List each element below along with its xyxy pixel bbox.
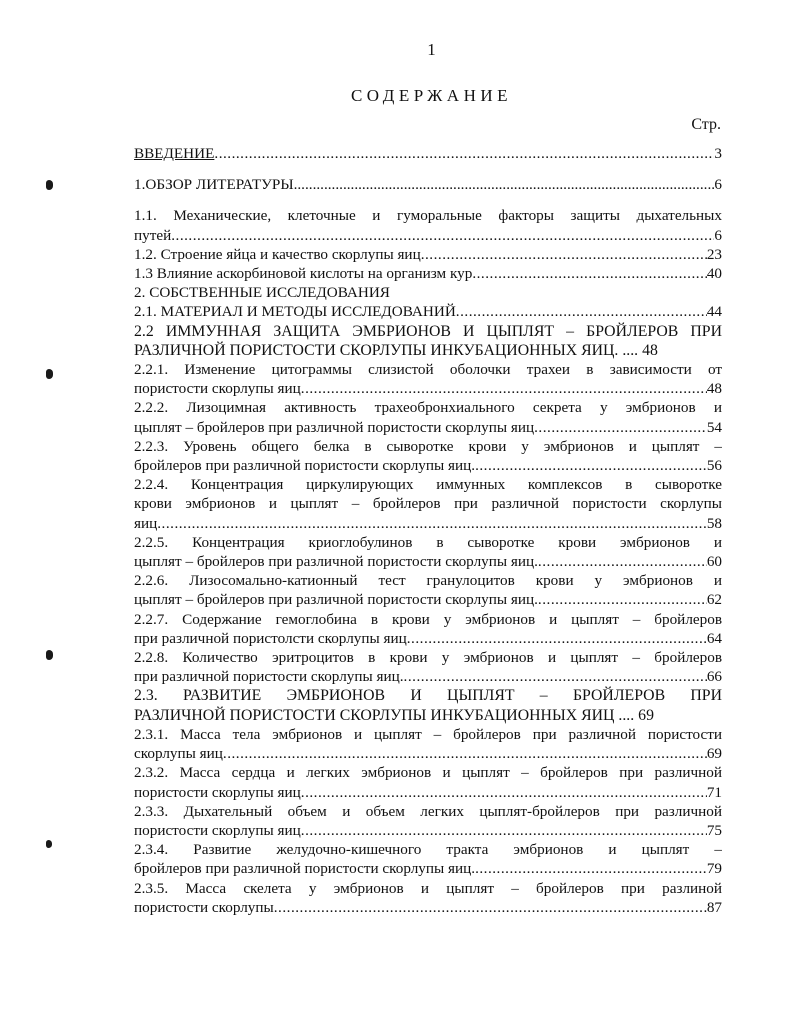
- dot-leader: [472, 264, 706, 283]
- toc-entry-page: 56: [706, 457, 722, 475]
- toc-entry-label-cont: пористости скорлупы яиц: [134, 821, 301, 839]
- toc-entry-label-cont: пористости скорлупы яиц: [134, 380, 301, 398]
- dot-leader: [223, 744, 707, 763]
- page-column-label: Стр.: [691, 116, 721, 133]
- dot-leader: [171, 226, 714, 245]
- toc-entry-label-cont: пористости скорлупы: [134, 898, 274, 916]
- toc-entry-label-cont: цыплят – бройлеров при различной пористости скорлупы яиц.: [134, 553, 538, 571]
- toc-entry[interactable]: [134, 206, 722, 244]
- toc-entry-page: 48: [642, 341, 658, 359]
- dot-leader: [421, 245, 707, 264]
- dot-leader: [538, 590, 707, 609]
- toc-entry[interactable]: [134, 763, 722, 801]
- toc-entry[interactable]: [134, 879, 722, 917]
- toc-entry-label-cont: путей: [134, 226, 172, 244]
- toc-entry-label: 2.2.7. Содержание гемоглобина в крови у эмбрионов и цыплят – бройлеров: [134, 610, 722, 628]
- toc-entry-page: 6: [714, 176, 722, 194]
- toc-entry[interactable]: [134, 571, 722, 609]
- toc-entry-label: 2.2.2. Лизоцимная активность трахеобронхиального секрета у эмбрионов и: [134, 399, 722, 417]
- toc-entry-label-mid: крови эмбрионов и цыплят – бройлеров при различной пористости скорлупы: [134, 495, 722, 513]
- toc-entry[interactable]: [134, 398, 722, 436]
- page-title: СОДЕРЖАНИЕ: [350, 86, 513, 105]
- dot-leader: [301, 821, 707, 840]
- dot-leader: [214, 144, 714, 163]
- toc-entry-page: 75: [706, 821, 722, 839]
- toc-entry[interactable]: [134, 437, 722, 475]
- toc-entry-page: 71: [706, 783, 722, 801]
- dot-leader: [475, 456, 707, 475]
- toc-entry[interactable]: [134, 686, 722, 724]
- toc-entry-page: 6: [714, 226, 722, 244]
- toc-entry-page: 62: [706, 591, 722, 609]
- toc-entry-label: 2.2.6. Лизосомально-катионный тест гранулоцитов крови у эмбрионов и: [134, 572, 722, 590]
- dot-leader: [407, 629, 707, 648]
- toc-entry-page: 40: [706, 265, 722, 283]
- toc-entry-page: 44: [706, 303, 722, 321]
- toc-entry-label-cont: при различной пористолсти скорлупы яиц: [134, 629, 407, 647]
- toc-entry-label: 2.1. МАТЕРИАЛ И МЕТОДЫ ИССЛЕДОВАНИЙ: [134, 303, 456, 321]
- toc-entry[interactable]: [134, 360, 722, 398]
- toc-entry[interactable]: [134, 802, 722, 840]
- page-number: 1: [427, 40, 436, 59]
- toc-entry-label: 2.3. РАЗВИТИЕ ЭМБРИОНОВ И ЦЫПЛЯТ – БРОЙЛЕРОВ ПРИ: [134, 687, 722, 705]
- toc-entry-page: 23: [706, 245, 722, 263]
- toc-entry-label-cont: цыплят – бройлеров при различной пористости скорлупы яиц: [134, 418, 535, 436]
- toc-entry-label: 2.3.1. Масса тела эмбрионов и цыплят – бройлеров при различной пористости: [134, 725, 722, 743]
- punch-hole-mark: [46, 180, 53, 190]
- toc-entry-page: 66: [706, 668, 722, 686]
- dot-leader: [404, 667, 707, 686]
- toc-entry-label-cont: при различной пористости скорлупы яиц.: [134, 668, 404, 686]
- toc-entry[interactable]: [134, 264, 722, 283]
- toc-entry-label: 2.3.5. Масса скелета у эмбрионов и цыплят – бройлеров при разлиной: [134, 879, 722, 897]
- toc-entry[interactable]: [134, 245, 722, 264]
- toc-entry-page: 79: [706, 860, 722, 878]
- toc-entry-page: 58: [706, 514, 722, 532]
- toc-entry-label: 2.3.4. Развитие желудочно-кишечного тракта эмбрионов и цыплят –: [134, 841, 722, 859]
- toc-entry-label: 2.2.4. Концентрация циркулирующих иммунных комплексов в сыворотке: [134, 476, 722, 494]
- toc-entry[interactable]: [134, 322, 722, 360]
- toc-entry-label-cont: РАЗЛИЧНОЙ ПОРИСТОСТИ СКОРЛУПЫ ИНКУБАЦИОННЫХ ЯИЦ. ....: [134, 341, 639, 359]
- toc-section-heading: 2. СОБСТВЕННЫЕ ИССЛЕДОВАНИЯ: [134, 284, 390, 302]
- toc-entry-page: 48: [706, 380, 722, 398]
- dot-leader: [301, 379, 707, 398]
- toc-entry-label-cont: РАЗЛИЧНОЙ ПОРИСТОСТИ СКОРЛУПЫ ИНКУБАЦИОННЫХ ЯИЦ ....: [134, 706, 635, 724]
- toc-entry-label: 2.3.2. Масса сердца и легких эмбрионов и цыплят – бройлеров при различной: [134, 764, 722, 782]
- toc-entry-page: 64: [706, 629, 722, 647]
- toc-entry-label-cont: скорлупы яиц: [134, 745, 223, 763]
- toc-entry-label: ВВЕДЕНИЕ: [134, 145, 215, 162]
- toc-entry[interactable]: [134, 302, 722, 321]
- toc-entry-page: 54: [706, 418, 722, 436]
- dot-leader: [534, 418, 707, 437]
- toc-entry[interactable]: [134, 475, 722, 533]
- dot-leader: [294, 175, 715, 194]
- toc-entry[interactable]: [134, 175, 722, 194]
- toc-entry-page: 69: [638, 706, 654, 724]
- toc-entry-label: 2.2.3. Уровень общего белка в сыворотке крови у эмбрионов и цыплят –: [134, 437, 722, 455]
- toc-entry[interactable]: [134, 144, 722, 163]
- toc-entry-label-cont: пористости скорлупы яиц: [134, 783, 301, 801]
- toc-entry-page: 87: [706, 898, 722, 916]
- punch-hole-mark: [46, 650, 53, 660]
- table-of-contents: [134, 144, 722, 917]
- dot-leader: [274, 898, 707, 917]
- toc-entry-label: 2.2 ИММУННАЯ ЗАЩИТА ЭМБРИОНОВ И ЦЫПЛЯТ – БРОЙЛЕРОВ ПРИ: [134, 322, 722, 340]
- toc-entry-page: 3: [714, 145, 722, 162]
- toc-entry-label-cont: цыплят – бройлеров при различной пористости скорлупы яиц.: [134, 591, 538, 609]
- toc-entry-label: 2.2.5. Концентрация криоглобулинов в сыворотке крови эмбрионов и: [134, 533, 722, 551]
- toc-entry-label: 2.2.1. Изменение цитограммы слизистой оболочки трахеи в зависимости от: [134, 361, 722, 379]
- toc-entry[interactable]: [134, 648, 722, 686]
- toc-entry[interactable]: [134, 725, 722, 763]
- dot-leader: [475, 859, 707, 878]
- dot-leader: [157, 514, 707, 533]
- toc-entry-label: 1.2. Строение яйца и качество скорлупы яиц: [134, 245, 421, 263]
- toc-entry-label-cont: бройлеров при различной пористости скорлупы яиц.: [134, 457, 476, 475]
- punch-hole-mark: [46, 840, 52, 848]
- toc-entry-label: 1.1. Механические, клеточные и гуморальные факторы защиты дыхательных: [134, 207, 722, 225]
- dot-leader: [301, 783, 707, 802]
- toc-entry-page: 60: [706, 553, 722, 571]
- toc-entry-label-cont: бройлеров при различной пористости скорлупы яиц.: [134, 860, 476, 878]
- toc-entry[interactable]: [134, 840, 722, 878]
- toc-entry-label: 2.3.3. Дыхательный объем и объем легких цыплят-бройлеров при различной: [134, 802, 722, 820]
- dot-leader: [538, 552, 707, 571]
- toc-entry-label: 1.ОБЗОР ЛИТЕРАТУРЫ: [134, 176, 294, 194]
- toc-entry-label-cont: яиц: [134, 514, 158, 532]
- toc-entry[interactable]: [134, 610, 722, 648]
- toc-entry-label: 2.2.8. Количество эритроцитов в крови у эмбрионов и цыплят – бройлеров: [134, 649, 722, 667]
- toc-entry-label: 1.3 Влияние аскорбиновой кислоты на организм кур: [134, 265, 473, 283]
- dot-leader: [456, 302, 707, 321]
- punch-hole-mark: [46, 369, 53, 379]
- toc-entry-page: 69: [706, 745, 722, 763]
- toc-entry[interactable]: [134, 533, 722, 571]
